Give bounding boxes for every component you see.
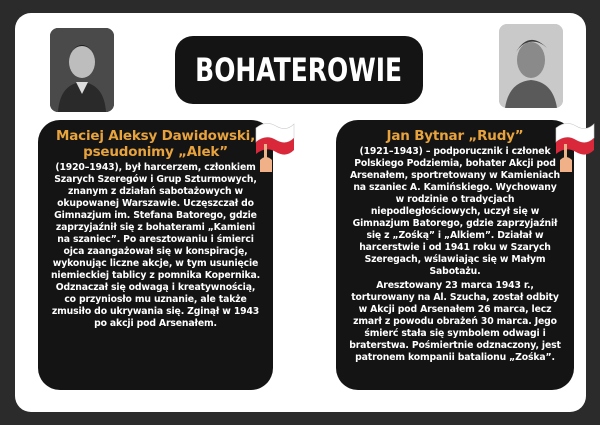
hero-bio: (1921–1943) – podporucznik i członek Polskiego Podziemia, bohater Akcji pod Arsenałem, sportretowany w Kamieniach na szaniec A. Kamińskiego. Wychowany w rodzinie o tradycjach niepodległościowych, uczył się w Gimnazjum Batorego, gdzie zaprzyjaźnił się z „Zośką” i „Alkiem”. Działał w harcerstwie i od 1941 roku w Szarych Szeregach, wślawiając się w Małym Sabotażu. bbox=[350, 146, 560, 277]
hero-name: Maciej Aleksy Dawidowski, pseudonimy „Alek” bbox=[56, 128, 255, 160]
hero-name: Jan Bytnar „Rudy” bbox=[386, 128, 524, 144]
hero-card-rudy bbox=[336, 120, 574, 390]
portrait-photo-alek bbox=[50, 28, 114, 112]
polish-flag-icon bbox=[252, 116, 296, 174]
title-banner bbox=[175, 36, 423, 104]
hero-bio: (1920–1943), był harcerzem, członkiem Szarych Szeregów i Grup Szturmowych, znanym z działań sabotażowych w okupowanej Warszawie. Uczęszczał do Gimnazjum im. Stefana Batorego, gdzie zaprzyjaźnił się z bohaterami „Kamieni na szaniec”. Po aresztowaniu i śmierci ojca zaangażował się w konspirację, wykonując liczne akcje, w tym usunięcie niemieckiej tablicy z pomnika Kopernika. Odznaczał się odwagą i kreatywnością, co przyniosło mu uznanie, ale także zmusiło do ukrywania się. Zginął w 1943 po akcji pod Arsenałem. bbox=[50, 162, 261, 329]
hero-bio-continued: Aresztowany 23 marca 1943 r., torturowany na Al. Szucha, został odbity w Akcji pod Arsenałem 26 marca, lecz zmarł z powodu obrażeń 30 marca. Jego śmierć stała się symbolem odwagi i braterstwa. Pośmiertnie odznaczony, jest patronem kompanii batalionu „Zośka”. bbox=[349, 280, 561, 363]
page-title: BOHATEROWIE bbox=[195, 51, 403, 89]
polish-flag-icon bbox=[552, 116, 596, 174]
hero-card-alek bbox=[38, 120, 273, 390]
portrait-photo-rudy bbox=[499, 24, 563, 108]
